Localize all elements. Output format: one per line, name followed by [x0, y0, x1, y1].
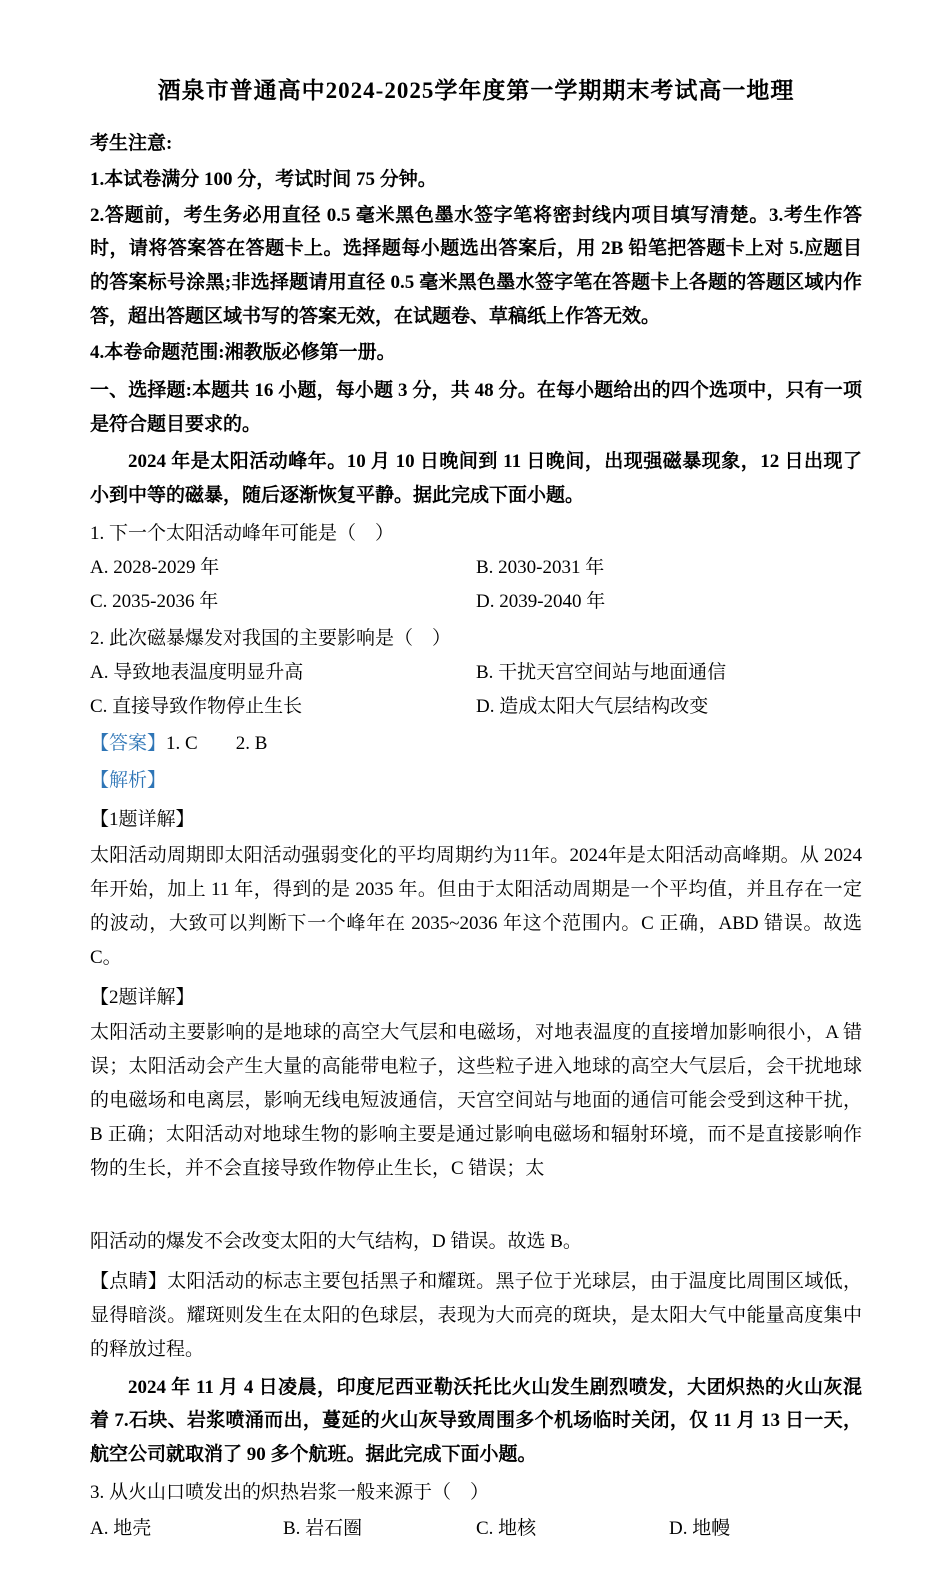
question-3-option-d: D. 地幔: [669, 1517, 731, 1539]
exam-title: 酒泉市普通高中2024-2025学年度第一学期期末考试高一地理: [157, 78, 795, 103]
passage-1: 2024 年是太阳活动峰年。10 月 10 日晚间到 11 日晚间，出现强磁暴现象，12 日出现了小到中等的磁暴，随后逐渐恢复平静。据此完成下面小题。: [90, 451, 862, 507]
question-2-options: [90, 656, 862, 724]
question-2-option-a: A. 导致地表温度明显升高: [90, 662, 304, 684]
question-1-option-d: D. 2039-2040 年: [476, 590, 606, 612]
question-2-option-b: B. 干扰天宫空间站与地面通信: [476, 662, 727, 684]
question-3-options: [90, 1512, 862, 1546]
question-1-option-b: B. 2030-2031 年: [476, 556, 605, 578]
answer-label: 【答案】: [90, 732, 167, 754]
passage-2: 2024 年 11 月 4 日凌晨，印度尼西亚勒沃托比火山发生剧烈喷发，大团炽热的火山灰混着 7.石块、岩浆喷涌而出，蔓延的火山灰导致周围多个机场临时关闭，仅 11 月 13 日一天，航空公司就取消了 90 多个航班。据此完成下面小题。: [90, 1376, 862, 1466]
notice-item-1: 1.本试卷满分 100 分，考试时间 75 分钟。: [90, 168, 437, 190]
question-2-option-d: D. 造成太阳大气层结构改变: [476, 696, 709, 717]
detail-1-text: 太阳活动周期即太阳活动强弱变化的平均周期约为11年。2024年是太阳活动高峰期。从 2024 年开始，加上 11 年，得到的是 2035 年。但由于太阳活动周期是一个平均值，并且存在一定的波动，大致可以判断下一个峰年在 2035~2036 年这个范围内。C 正确，ABD 错误。故选 C。: [90, 845, 862, 968]
tip-text: 【点睛】太阳活动的标志主要包括黑子和耀斑。黑子位于光球层，由于温度比周围区域低，显得暗淡。耀斑则发生在太阳的色球层，表现为大而亮的斑块，是太阳大气中能量高度集中的释放过程。: [90, 1271, 862, 1360]
question-1-stem: 1. 下一个太阳活动峰年可能是（ ）: [90, 522, 395, 544]
detail-1-heading: 【1题详解】: [90, 809, 195, 831]
question-3-option-c: C. 地核: [476, 1517, 537, 1539]
question-3-option-b: B. 岩石圈: [283, 1517, 363, 1539]
detail-2-text: 太阳活动主要影响的是地球的高空大气层和电磁场，对地表温度的直接增加影响很小，A 错误；太阳活动会产生大量的高能带电粒子，这些粒子进入地球的高空大气层后，会干扰地球的电磁场和电离层，影响无线电短波通信，天宫空间站与地面的通信可能会受到这种干扰，B 正确；太阳活动对地球生物的影响主要是通过影响电磁场和辐射环境，而不是直接影响作物的生长，并不会直接导致作物停止生长，C 错误；太: [90, 1022, 862, 1179]
section-1-heading: 一、选择题:本题共 16 小题，每小题 3 分，共 48 分。在每小题给出的四个选项中，只有一项是符合题目要求的。: [90, 379, 862, 435]
question-2-stem: 2. 此次磁暴爆发对我国的主要影响是（ ）: [90, 628, 452, 650]
notice-item-4: 4.本卷命题范围:湘教版必修第一册。: [90, 341, 396, 363]
answer-value: 1. C 2. B: [166, 732, 268, 754]
question-3-option-a: A. 地壳: [90, 1517, 152, 1539]
question-3-stem: 3. 从火山口喷发出的炽热岩浆一般来源于（ ）: [90, 1482, 490, 1504]
notice-item-2: 2.答题前，考生务必用直径 0.5 毫米黑色墨水签字笔将密封线内项目填写清楚。3.考生作答时，请将答案答在答题卡上。选择题每小题选出答案后，用 2B 铅笔把答题卡上对 5.应题目的答案标号涂黑;非选择题请用直径 0.5 毫米黑色墨水签字笔在答题卡上各题的答题区域内作答，超出答题区域书写的答案无效，在试题卷、草稿纸上作答无效。: [90, 204, 862, 328]
notice-heading: 考生注意:: [90, 133, 173, 154]
detail-2-heading: 【2题详解】: [90, 986, 195, 1008]
question-1-option-c: C. 2035-2036 年: [90, 590, 219, 612]
question-2-option-c: C. 直接导致作物停止生长: [90, 696, 303, 717]
detail-2-text-continue: 阳活动的爆发不会改变太阳的大气结构，D 错误。故选 B。: [90, 1231, 582, 1253]
question-1-option-a: A. 2028-2029 年: [90, 556, 220, 578]
analysis-label: 【解析】: [90, 769, 167, 791]
answer-line: [90, 727, 862, 761]
question-1-options: [90, 551, 862, 619]
